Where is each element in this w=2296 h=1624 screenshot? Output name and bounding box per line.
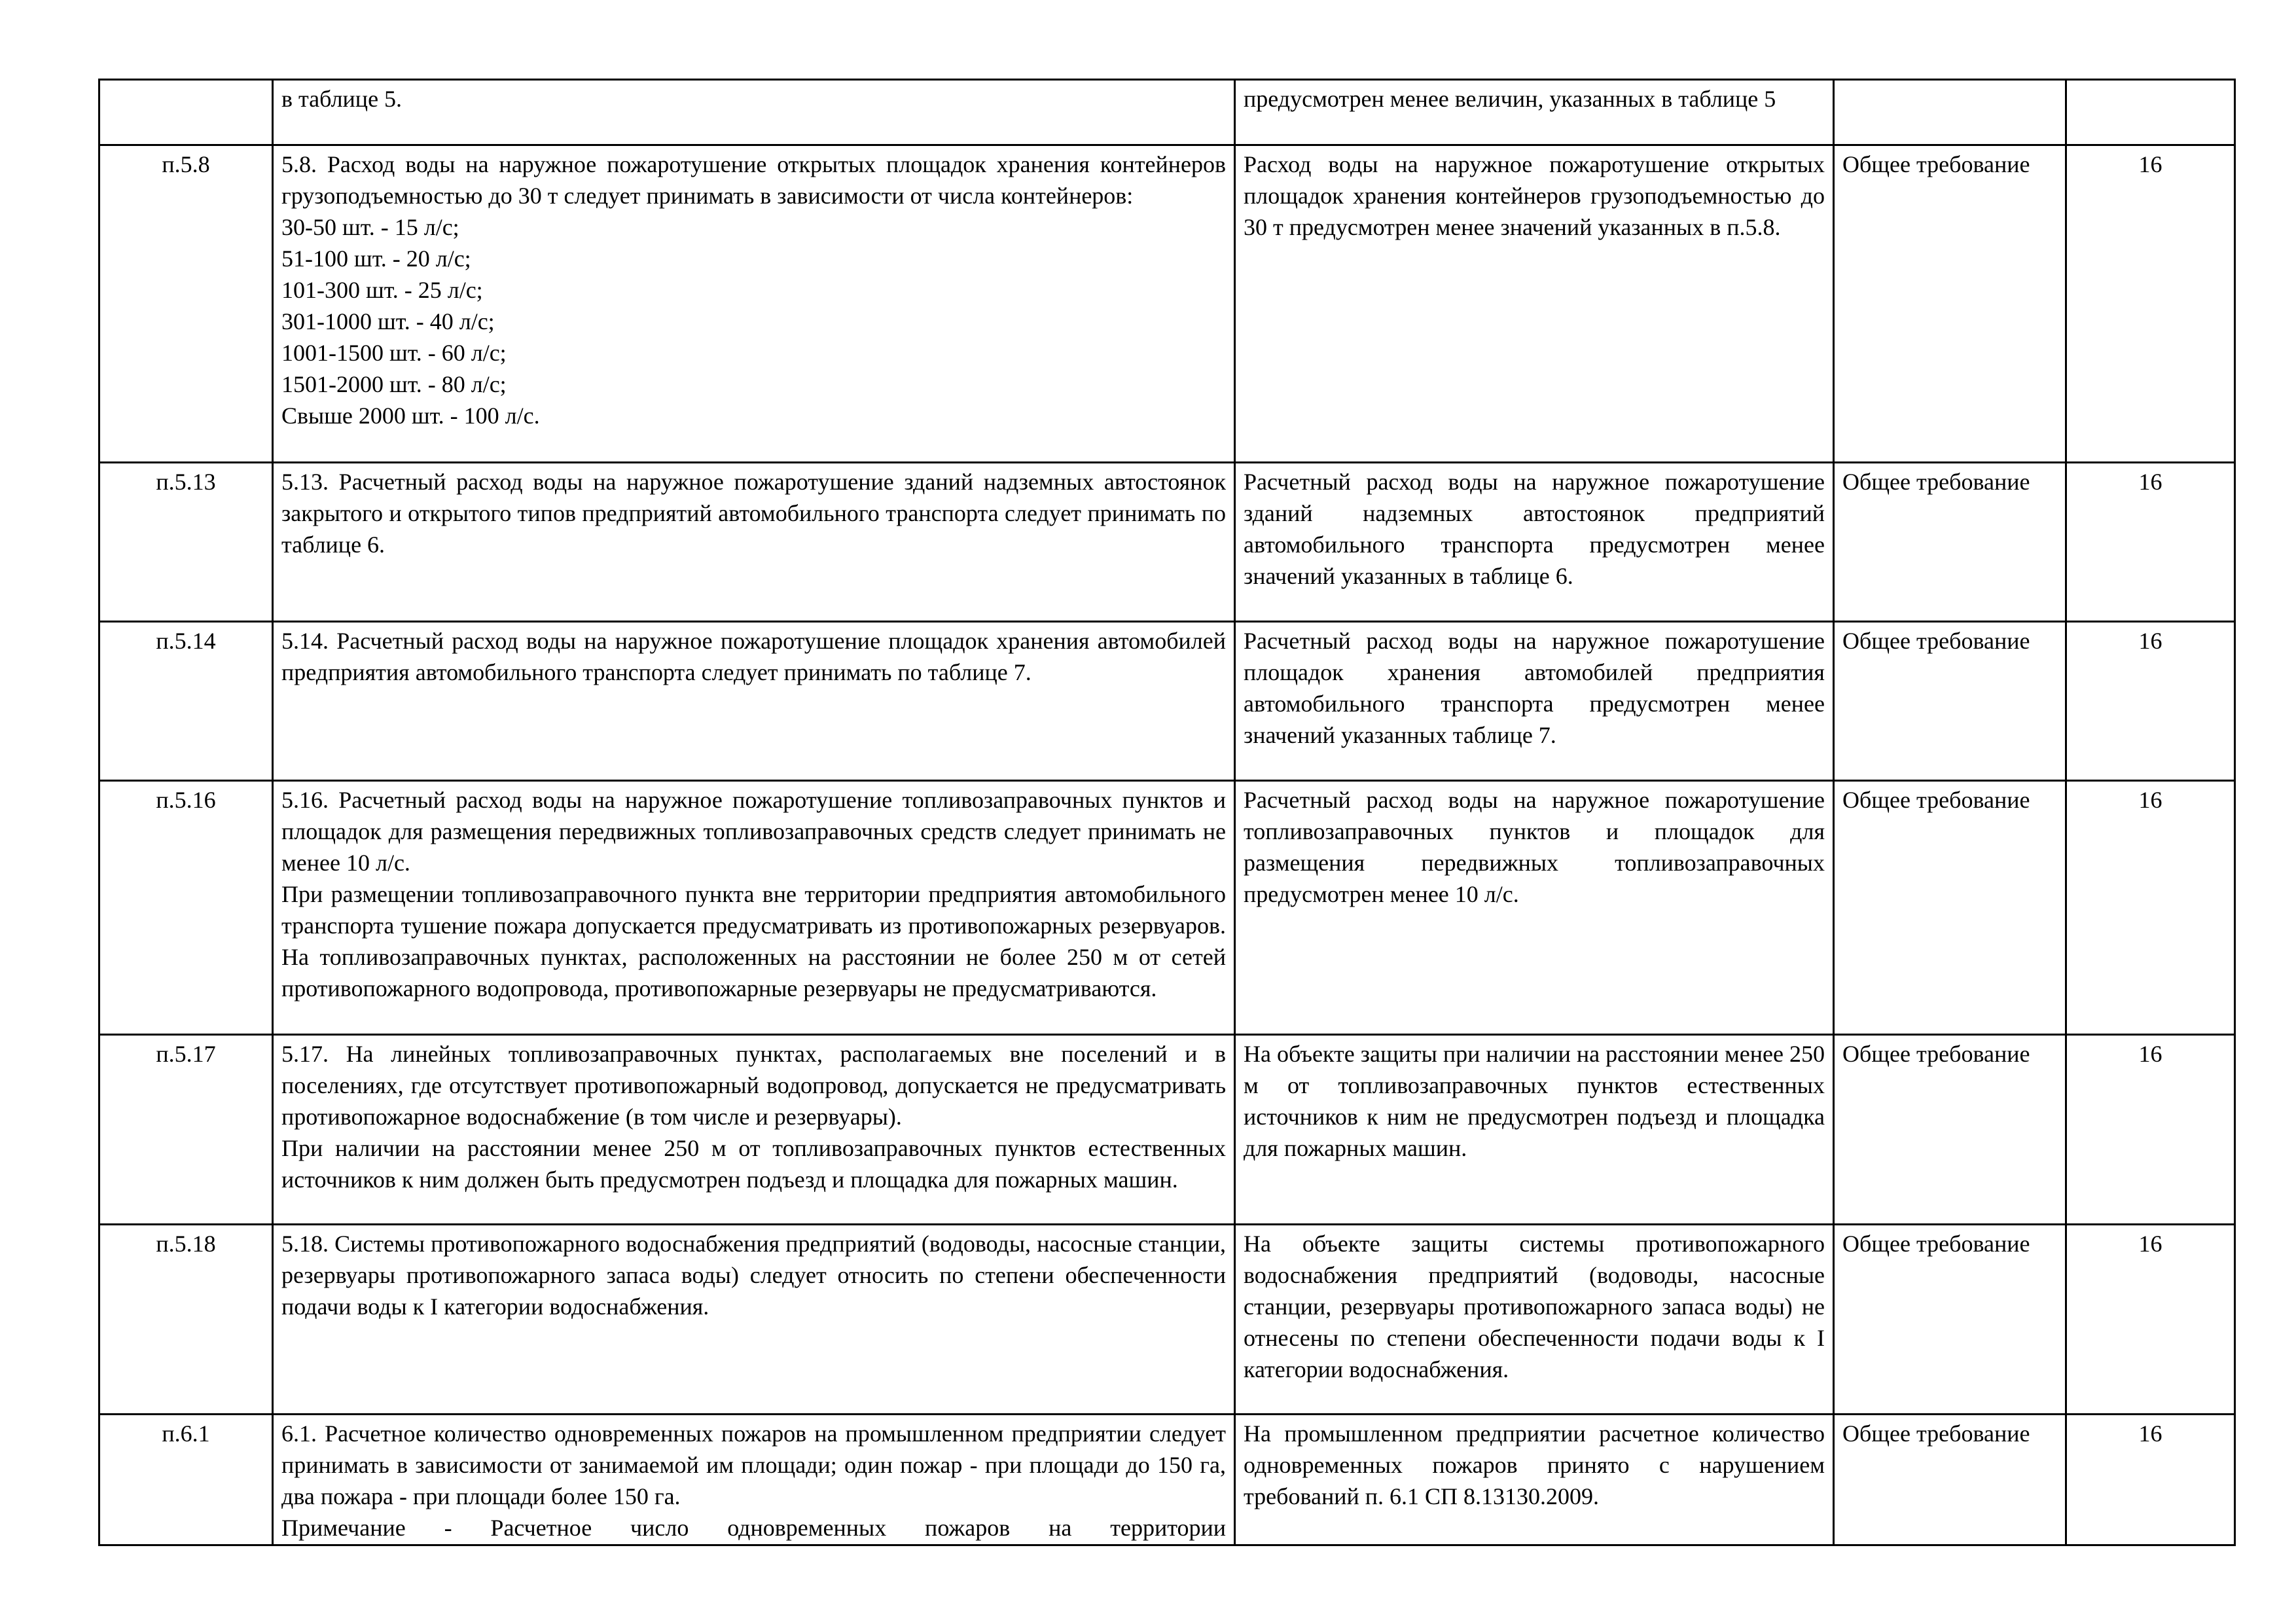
- requirement-cell: [273, 622, 1235, 781]
- requirement-list-item: 30-50 шт. - 15 л/с;: [281, 214, 459, 240]
- requirement-type-cell: Общее требование: [1834, 145, 2066, 463]
- requirement-text: При наличии на расстоянии менее 250 м от топливозаправочных пунктов естественных источников к ним должен быть предусмотрен подъезд и площадка для пожарных машин.: [281, 1135, 1226, 1193]
- clause-ref-cell: п.5.17: [99, 1035, 273, 1225]
- violation-text: предусмотрен менее величин, указанных в таблице 5: [1244, 86, 1776, 112]
- requirement-text: При размещении топливозаправочного пункта вне территории предприятия автомобильного транспорта тушение пожара допускается предусматривать из противопожарных резервуаров. На топливозаправочных пунктах, расположенных на расстоянии не более 250 м от сетей противопожарного водопровода, противопожарные резервуары не предусматриваются.: [281, 881, 1226, 1001]
- code-number-cell: 16: [2066, 622, 2235, 781]
- requirement-type-cell: Общее требование: [1834, 622, 2066, 781]
- requirement-cell: [273, 463, 1235, 622]
- code-number-cell: 16: [2066, 1035, 2235, 1225]
- table-row: [99, 145, 2235, 463]
- clause-ref-cell: п.5.16: [99, 781, 273, 1035]
- table-row: [99, 1415, 2235, 1545]
- violation-text: Расчетный расход воды на наружное пожаротушение топливозаправочных пунктов и площадок для размещения передвижных топливозаправочных предусмотрен менее 10 л/с.: [1244, 787, 1825, 907]
- violation-cell: [1235, 145, 1834, 463]
- code-number-cell: 16: [2066, 1415, 2235, 1545]
- requirement-list-item: 101-300 шт. - 25 л/с;: [281, 277, 483, 303]
- violation-cell: [1235, 781, 1834, 1035]
- clause-ref-cell: п.5.18: [99, 1225, 273, 1415]
- requirement-text: 5.8. Расход воды на наружное пожаротушение открытых площадок хранения контейнеров грузоподъемностью до 30 т следует принимать в зависимости от числа контейнеров:: [281, 151, 1226, 209]
- violation-text: На промышленном предприятии расчетное количество одновременных пожаров принято с нарушением требований п. 6.1 СП 8.13130.2009.: [1244, 1420, 1825, 1509]
- clause-ref-cell: п.6.1: [99, 1415, 273, 1545]
- violation-cell: [1235, 80, 1834, 145]
- requirement-cell: [273, 1035, 1235, 1225]
- table-row: [99, 463, 2235, 622]
- violation-text: На объекте защиты при наличии на расстоянии менее 250 м от топливозаправочных пунктов естественных источников к ним не предусмотрен подъезд и площадка для пожарных машин.: [1244, 1041, 1825, 1161]
- requirement-list-item: 301-1000 шт. - 40 л/с;: [281, 308, 495, 334]
- requirement-text: 5.13. Расчетный расход воды на наружное пожаротушение зданий надземных автостоянок закрытого и открытого типов предприятий автомобильного транспорта следует принимать по таблице 6.: [281, 469, 1226, 558]
- code-number-cell: 16: [2066, 781, 2235, 1035]
- requirement-list-item: 51-100 шт. - 20 л/с;: [281, 245, 471, 272]
- violation-text: Расчетный расход воды на наружное пожаротушение зданий надземных автостоянок предприятий автомобильного транспорта предусмотрен менее значений указанных в таблице 6.: [1244, 469, 1825, 589]
- requirement-type-cell: Общее требование: [1834, 1415, 2066, 1545]
- violation-cell: [1235, 1415, 1834, 1545]
- requirement-list-item: Свыше 2000 шт. - 100 л/с.: [281, 403, 540, 429]
- violation-text: Расход воды на наружное пожаротушение открытых площадок хранения контейнеров грузоподъемностью до 30 т предусмотрен менее значений указанных в п.5.8.: [1244, 151, 1825, 240]
- requirement-text: в таблице 5.: [281, 86, 403, 112]
- requirement-type-cell: [1834, 80, 2066, 145]
- requirement-type-cell: Общее требование: [1834, 781, 2066, 1035]
- requirement-text: 5.14. Расчетный расход воды на наружное пожаротушение площадок хранения автомобилей предприятия автомобильного транспорта следует принимать по таблице 7.: [281, 628, 1226, 685]
- table-row: [99, 80, 2235, 145]
- requirements-table: [98, 79, 2236, 1546]
- requirement-cell: [273, 1415, 1235, 1545]
- clause-ref-cell: п.5.14: [99, 622, 273, 781]
- violation-cell: [1235, 1225, 1834, 1415]
- table-row: [99, 1225, 2235, 1415]
- requirement-text: 6.1. Расчетное количество одновременных пожаров на промышленном предприятии следует принимать в зависимости от занимаемой им площади; один пожар - при площади до 150 га, два пожара - при площади более 150 га.: [281, 1420, 1226, 1509]
- requirement-cell: [273, 80, 1235, 145]
- requirement-text: 5.18. Системы противопожарного водоснабжения предприятий (водоводы, насосные станции, резервуары противопожарного запаса воды) следует относить по степени обеспеченности подачи воды к I категории водоснабжения.: [281, 1231, 1226, 1320]
- table-row: [99, 622, 2235, 781]
- table-row: [99, 1035, 2235, 1225]
- requirement-text: 5.17. На линейных топливозаправочных пунктах, располагаемых вне поселений и в поселениях, где отсутствует противопожарный водопровод, допускается не предусматривать противопожарное водоснабжение (в том числе и резервуары).: [281, 1041, 1226, 1130]
- requirement-type-cell: Общее требование: [1834, 1225, 2066, 1415]
- requirement-type-cell: Общее требование: [1834, 463, 2066, 622]
- requirement-list-item: 1001-1500 шт. - 60 л/с;: [281, 340, 507, 366]
- requirement-cell: [273, 1225, 1235, 1415]
- clause-ref-cell: п.5.13: [99, 463, 273, 622]
- table-row: [99, 781, 2235, 1035]
- requirement-cell: [273, 145, 1235, 463]
- requirement-list-item: 1501-2000 шт. - 80 л/с;: [281, 371, 507, 397]
- code-number-cell: 16: [2066, 463, 2235, 622]
- violation-text: На объекте защиты системы противопожарного водоснабжения предприятий (водоводы, насосные станции, резервуары противопожарного запаса воды) не отнесены по степени обеспеченности подачи воды к I категории водоснабжения.: [1244, 1231, 1825, 1382]
- violation-cell: [1235, 463, 1834, 622]
- code-number-cell: 16: [2066, 1225, 2235, 1415]
- code-number-cell: [2066, 80, 2235, 145]
- requirement-cell: [273, 781, 1235, 1035]
- violation-text: Расчетный расход воды на наружное пожаротушение площадок хранения автомобилей предприятия автомобильного транспорта предусмотрен менее значений указанных таблице 7.: [1244, 628, 1825, 748]
- requirement-text: 5.16. Расчетный расход воды на наружное пожаротушение топливозаправочных пунктов и площадок для размещения передвижных топливозаправочных средств следует принимать не менее 10 л/с.: [281, 787, 1226, 876]
- requirement-type-cell: Общее требование: [1834, 1035, 2066, 1225]
- violation-cell: [1235, 622, 1834, 781]
- requirement-note: Примечание - Расчетное число одновременных пожаров на территории: [281, 1515, 1226, 1541]
- code-number-cell: 16: [2066, 145, 2235, 463]
- clause-ref-cell: [99, 80, 273, 145]
- violation-cell: [1235, 1035, 1834, 1225]
- clause-ref-cell: п.5.8: [99, 145, 273, 463]
